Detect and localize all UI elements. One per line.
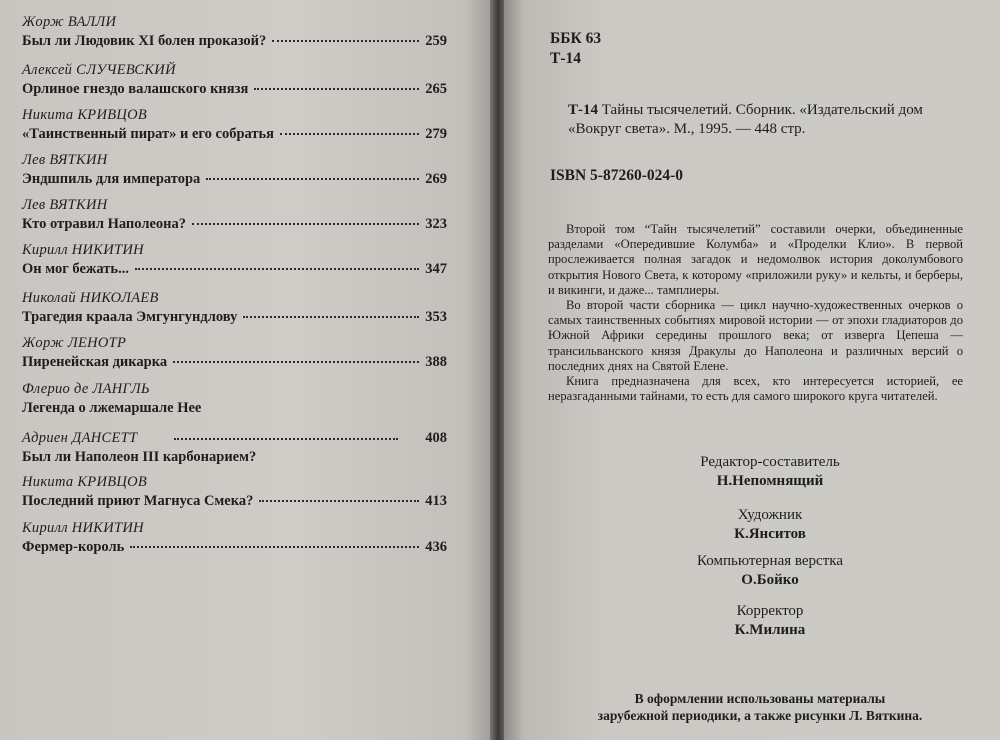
toc-page-number: 436 [425, 539, 447, 555]
credit-proofreader [640, 602, 900, 640]
toc-entry [22, 242, 447, 278]
toc-entry [22, 430, 447, 466]
bibliographic-description [568, 101, 963, 139]
biblio-text: Тайны тысячелетий. Сборник. «Издательский дом «Вокруг света». М., 1995. — 448 стр. [568, 102, 923, 137]
toc-title: Орлиное гнездо валашского князя [22, 81, 249, 97]
toc-author: Лев ВЯТКИН [22, 152, 108, 168]
dot-leader [259, 500, 419, 502]
dot-leader [174, 438, 398, 440]
toc-author: Жорж ВАЛЛИ [22, 14, 117, 30]
toc-entry [22, 290, 447, 326]
credit-role: Корректор [736, 603, 804, 619]
toc-entry [22, 107, 447, 143]
dot-leader [192, 223, 419, 225]
toc-title: Легенда о лжемаршале Нее [22, 400, 202, 416]
toc-author: Никита КРИВЦОВ [22, 107, 148, 123]
toc-page-number: 353 [425, 309, 447, 325]
toc-author: Адриен ДАНСЕТТ [22, 430, 138, 446]
isbn: ISBN 5-87260-024-0 [550, 167, 684, 184]
toc-entry [22, 14, 447, 50]
credit-editor [640, 453, 900, 491]
dot-leader [173, 361, 419, 363]
toc-page-number: 388 [425, 354, 447, 370]
dot-leader [206, 178, 419, 180]
toc-title: Фермер-король [22, 539, 125, 555]
toc-title: Последний приют Магнуса Смека? [22, 493, 254, 509]
toc-page-number: 279 [425, 126, 447, 142]
toc-page-number: 408 [425, 430, 447, 446]
dot-leader [243, 316, 419, 318]
toc-page-number: 323 [425, 216, 447, 232]
toc-author: Жорж ЛЕНОТР [22, 335, 127, 351]
footer-line: зарубежной периодики, а также рисунки Л. Вяткина. [597, 708, 923, 723]
dot-leader [130, 546, 419, 548]
footer-line: В оформлении использованы материалы [634, 691, 886, 706]
toc-title: Он мог бежать... [22, 261, 129, 277]
credit-role: Художник [737, 507, 803, 523]
toc-author: Флерио де ЛАНГЛЬ [22, 381, 150, 397]
toc-title: Трагедия краала Эмгунгундлову [22, 309, 238, 325]
toc-entry [22, 520, 447, 556]
abstract-paragraph: Во второй части сборника — цикл научно-художественных очерков о самых таинственных событиях мировой истории — от эпохи гладиаторов до Южной Африки середины прошлого века; от изверга Цепеша — трансильванского князя Дракулы до Наполеона и различных версий о последних днях на Святой Елене. [548, 298, 963, 373]
abstract-paragraph: Второй том “Тайн тысячелетий” составили очерки, объединенные разделами «Опередившие Колумба» и «Проделки Клио». В первой прослеживается полная загадок и недомолвок история доколумбового открытия Нового Света, к которому «приложили руку» и кельты, и берберы, и викинги, и даже... тамплиеры. [548, 222, 963, 297]
catalog-index: Т-14 [550, 50, 581, 67]
toc-entry [22, 381, 447, 417]
dot-leader [135, 268, 419, 270]
biblio-code: Т-14 [568, 102, 598, 118]
toc-page-number: 269 [425, 171, 447, 187]
abstract [548, 222, 963, 404]
toc-author: Кирилл НИКИТИН [22, 242, 144, 258]
abstract-paragraph: Книга предназначена для всех, кто интересуется историей, ее неразгаданными тайнами, то есть для самого широкого круга читателей. [548, 374, 963, 404]
credit-layout [640, 552, 900, 590]
toc-title: Был ли Наполеон III карбонарием? [22, 449, 257, 465]
toc-author: Никита КРИВЦОВ [22, 474, 148, 490]
dot-leader [254, 88, 419, 90]
toc-entry [22, 474, 447, 510]
toc-entry [22, 62, 447, 98]
toc-title: Эндшпиль для императора [22, 171, 201, 187]
toc-entry [22, 197, 447, 233]
toc-title: «Таинственный пират» и его собратья [22, 126, 275, 142]
dot-leader [280, 133, 419, 135]
credit-role: Редактор-составитель [700, 454, 840, 470]
toc-author: Кирилл НИКИТИН [22, 520, 144, 536]
credit-name: К.Янситов [734, 526, 806, 542]
bbk-code: ББК 63 [550, 30, 602, 47]
toc-entry [22, 335, 447, 371]
toc-page-number: 265 [425, 81, 447, 97]
credit-artist [640, 506, 900, 544]
toc-page-number: 347 [425, 261, 447, 277]
toc-entry [22, 152, 447, 188]
toc-page-number: 259 [425, 33, 447, 49]
credit-role: Компьютерная верстка [697, 553, 843, 569]
toc-author: Николай НИКОЛАЕВ [22, 290, 159, 306]
credit-name: О.Бойко [741, 572, 799, 588]
toc-title: Пиренейская дикарка [22, 354, 168, 370]
footer-note [575, 690, 945, 724]
toc-author: Лев ВЯТКИН [22, 197, 108, 213]
credit-name: К.Милина [734, 622, 806, 638]
toc-page-number: 413 [425, 493, 447, 509]
toc-title: Был ли Людовик XI болен проказой? [22, 33, 267, 49]
toc-author: Алексей СЛУЧЕВСКИЙ [22, 62, 176, 78]
toc-title: Кто отравил Наполеона? [22, 216, 187, 232]
dot-leader [272, 40, 419, 42]
credit-name: Н.Непомнящий [716, 473, 824, 489]
